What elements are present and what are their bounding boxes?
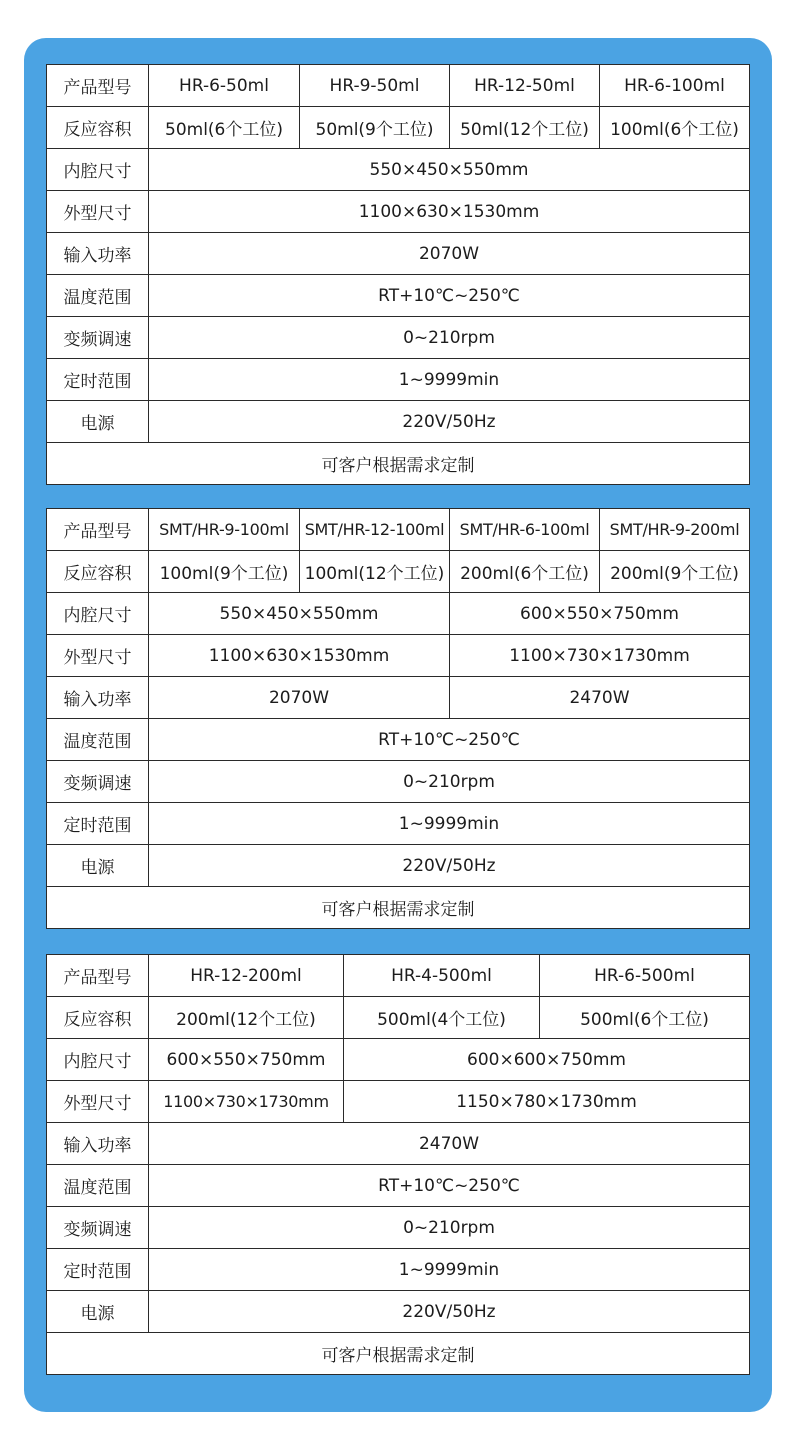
row-outer <box>47 635 750 677</box>
model-cell: SMT/HR-9-200ml <box>600 509 750 551</box>
row-timer <box>47 803 750 845</box>
chamber-cell: 550×450×550mm <box>149 593 450 635</box>
label-power: 输入功率 <box>47 677 149 719</box>
capacity-cell: 200ml(12个工位) <box>149 997 344 1039</box>
capacity-cell: 100ml(9个工位) <box>149 551 300 593</box>
temperature-cell: RT+10℃~250℃ <box>149 1165 750 1207</box>
label-speed: 变频调速 <box>47 317 149 359</box>
model-cell: SMT/HR-9-100ml <box>149 509 300 551</box>
capacity-cell: 100ml(12个工位) <box>300 551 450 593</box>
supply-cell: 220V/50Hz <box>149 1291 750 1333</box>
label-chamber: 内腔尺寸 <box>47 1039 149 1081</box>
row-model <box>47 65 750 107</box>
spec-table-2 <box>46 508 750 929</box>
model-cell: HR-9-50ml <box>300 65 450 107</box>
outer-cell: 1100×630×1530mm <box>149 635 450 677</box>
label-model: 产品型号 <box>47 509 149 551</box>
power-cell: 2470W <box>149 1123 750 1165</box>
label-capacity: 反应容积 <box>47 997 149 1039</box>
custom-note: 可客户根据需求定制 <box>47 443 750 485</box>
model-cell: SMT/HR-6-100ml <box>450 509 600 551</box>
chamber-cell: 600×600×750mm <box>344 1039 750 1081</box>
label-power: 输入功率 <box>47 233 149 275</box>
custom-note: 可客户根据需求定制 <box>47 887 750 929</box>
row-footer <box>47 443 750 485</box>
row-outer <box>47 1081 750 1123</box>
row-temperature <box>47 719 750 761</box>
power-cell: 2070W <box>149 233 750 275</box>
capacity-cell: 200ml(6个工位) <box>450 551 600 593</box>
custom-note: 可客户根据需求定制 <box>47 1333 750 1375</box>
timer-cell: 1~9999min <box>149 803 750 845</box>
label-outer: 外型尺寸 <box>47 635 149 677</box>
capacity-cell: 50ml(9个工位) <box>300 107 450 149</box>
label-speed: 变频调速 <box>47 761 149 803</box>
model-cell: HR-6-500ml <box>540 955 750 997</box>
row-capacity <box>47 107 750 149</box>
label-model: 产品型号 <box>47 955 149 997</box>
model-cell: HR-4-500ml <box>344 955 540 997</box>
label-temperature: 温度范围 <box>47 719 149 761</box>
model-cell: HR-6-100ml <box>600 65 750 107</box>
label-outer: 外型尺寸 <box>47 1081 149 1123</box>
row-model <box>47 509 750 551</box>
row-speed <box>47 317 750 359</box>
label-power: 输入功率 <box>47 1123 149 1165</box>
model-cell: HR-12-200ml <box>149 955 344 997</box>
row-footer <box>47 1333 750 1375</box>
row-outer <box>47 191 750 233</box>
label-timer: 定时范围 <box>47 803 149 845</box>
row-speed <box>47 761 750 803</box>
speed-cell: 0~210rpm <box>149 761 750 803</box>
row-chamber <box>47 593 750 635</box>
label-outer: 外型尺寸 <box>47 191 149 233</box>
label-supply: 电源 <box>47 1291 149 1333</box>
row-supply <box>47 401 750 443</box>
capacity-cell: 500ml(4个工位) <box>344 997 540 1039</box>
label-supply: 电源 <box>47 845 149 887</box>
supply-cell: 220V/50Hz <box>149 401 750 443</box>
spec-table-1 <box>46 64 750 485</box>
model-cell: SMT/HR-12-100ml <box>300 509 450 551</box>
model-cell: HR-12-50ml <box>450 65 600 107</box>
row-footer <box>47 887 750 929</box>
temperature-cell: RT+10℃~250℃ <box>149 719 750 761</box>
row-temperature <box>47 1165 750 1207</box>
speed-cell: 0~210rpm <box>149 1207 750 1249</box>
row-chamber <box>47 149 750 191</box>
row-capacity <box>47 997 750 1039</box>
label-chamber: 内腔尺寸 <box>47 149 149 191</box>
label-temperature: 温度范围 <box>47 1165 149 1207</box>
timer-cell: 1~9999min <box>149 359 750 401</box>
label-capacity: 反应容积 <box>47 107 149 149</box>
capacity-cell: 50ml(12个工位) <box>450 107 600 149</box>
row-model <box>47 955 750 997</box>
row-chamber <box>47 1039 750 1081</box>
row-supply <box>47 845 750 887</box>
outer-cell: 1100×630×1530mm <box>149 191 750 233</box>
label-timer: 定时范围 <box>47 359 149 401</box>
power-cell: 2070W <box>149 677 450 719</box>
row-timer <box>47 1249 750 1291</box>
supply-cell: 220V/50Hz <box>149 845 750 887</box>
capacity-cell: 200ml(9个工位) <box>600 551 750 593</box>
label-chamber: 内腔尺寸 <box>47 593 149 635</box>
row-capacity <box>47 551 750 593</box>
spec-table-3 <box>46 954 750 1375</box>
row-power <box>47 1123 750 1165</box>
row-power <box>47 677 750 719</box>
row-speed <box>47 1207 750 1249</box>
capacity-cell: 50ml(6个工位) <box>149 107 300 149</box>
label-model: 产品型号 <box>47 65 149 107</box>
row-temperature <box>47 275 750 317</box>
outer-cell: 1100×730×1730mm <box>149 1081 344 1123</box>
label-capacity: 反应容积 <box>47 551 149 593</box>
power-cell: 2470W <box>450 677 750 719</box>
speed-cell: 0~210rpm <box>149 317 750 359</box>
label-speed: 变频调速 <box>47 1207 149 1249</box>
chamber-cell: 600×550×750mm <box>450 593 750 635</box>
model-cell: HR-6-50ml <box>149 65 300 107</box>
outer-cell: 1150×780×1730mm <box>344 1081 750 1123</box>
temperature-cell: RT+10℃~250℃ <box>149 275 750 317</box>
row-timer <box>47 359 750 401</box>
row-supply <box>47 1291 750 1333</box>
label-timer: 定时范围 <box>47 1249 149 1291</box>
chamber-cell: 600×550×750mm <box>149 1039 344 1081</box>
outer-cell: 1100×730×1730mm <box>450 635 750 677</box>
capacity-cell: 500ml(6个工位) <box>540 997 750 1039</box>
label-temperature: 温度范围 <box>47 275 149 317</box>
capacity-cell: 100ml(6个工位) <box>600 107 750 149</box>
timer-cell: 1~9999min <box>149 1249 750 1291</box>
chamber-cell: 550×450×550mm <box>149 149 750 191</box>
label-supply: 电源 <box>47 401 149 443</box>
row-power <box>47 233 750 275</box>
